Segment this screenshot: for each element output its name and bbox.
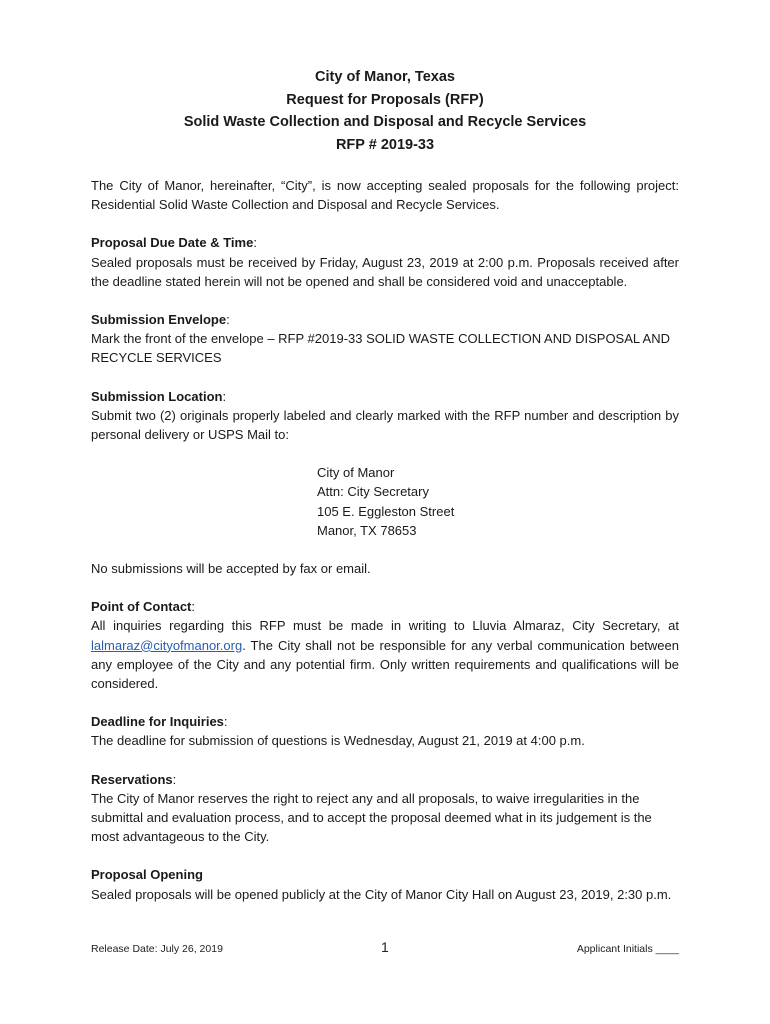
location-label: Submission Location bbox=[91, 388, 223, 404]
address-line: 105 E. Eggleston Street bbox=[317, 503, 455, 519]
document-body bbox=[91, 176, 679, 923]
header-services: Solid Waste Collection and Disposal and Recycle Services bbox=[183, 114, 587, 130]
no-fax-notice: No submissions will be accepted by fax or email. bbox=[91, 561, 371, 577]
envelope-label: Submission Envelope bbox=[91, 312, 227, 328]
inquiries-label: Deadline for Inquiries bbox=[91, 714, 224, 730]
contact-label: Point of Contact bbox=[91, 599, 192, 615]
mailing-address bbox=[317, 463, 679, 540]
document-header bbox=[0, 66, 770, 156]
header-rfp-title: Request for Proposals (RFP) bbox=[286, 91, 484, 108]
opening-text: Sealed proposals will be opened publicly at the City of Manor City Hall on August 23, 2019, 2:30 p.m. bbox=[91, 886, 672, 902]
reservations-text: The City of Manor reserves the right to reject any and all proposals, to waive irregularities in the submittal and evaluation process, and to accept the proposal deemed what in its judgement is the most advantageous to the City. bbox=[91, 790, 652, 845]
address-line: Attn: City Secretary bbox=[317, 484, 429, 500]
page-footer bbox=[91, 941, 679, 961]
contact-email-link[interactable]: lalmaraz@cityofmanor.org bbox=[91, 637, 243, 653]
envelope-section: Submission Envelope: Mark the front of the envelope – RFP #2019-33 SOLID WASTE COLLECTION AND DISPOSAL AND RECYCLE SERVICES bbox=[91, 310, 679, 368]
reservations-label: Reservations bbox=[91, 771, 173, 787]
intro-paragraph: The City of Manor, hereinafter, “City”, is now accepting sealed proposals for the following project: Residential Solid Waste Collection and Disposal and Recycle Services. bbox=[91, 178, 679, 213]
address-line: City of Manor bbox=[317, 465, 395, 481]
opening-label: Proposal Opening bbox=[91, 867, 203, 883]
due-date-label: Proposal Due Date & Time bbox=[91, 235, 254, 251]
header-rfp-number: RFP # 2019-33 bbox=[335, 136, 435, 153]
header-city: City of Manor, Texas bbox=[315, 69, 455, 85]
location-section: Submission Location: Submit two (2) originals properly labeled and clearly marked with the RFP number and description by personal delivery or USPS Mail to: bbox=[91, 387, 679, 445]
contact-section: Point of Contact: All inquiries regarding this RFP must be made in writing to Lluvia Almaraz, City Secretary, at lalmaraz@cityofmanor.org. The City shall not be responsible for any verbal communication between any employee of the City and any potential firm. Only written requirements and qualifications will be considered. bbox=[91, 597, 679, 693]
due-date-section: Proposal Due Date & Time: Sealed proposals must be received by Friday, August 23, 2019 at 2:00 p.m. Proposals received after the deadline stated herein will not be opened and shall be considered void and unacceptable. bbox=[91, 233, 679, 291]
page-number: 1 bbox=[381, 939, 389, 955]
applicant-initials: Applicant Initials ____ bbox=[576, 943, 679, 955]
inquiries-section: Deadline for Inquiries: The deadline for submission of questions is Wednesday, August 21, 2019 at 4:00 p.m. bbox=[91, 712, 679, 750]
due-date-text: Sealed proposals must be received by Friday, August 23, 2019 at 2:00 p.m. Proposals received after the deadline stated herein will not be opened and shall be considered void and unacceptable. bbox=[91, 254, 679, 289]
inquiries-text: The deadline for submission of questions is Wednesday, August 21, 2019 at 4:00 p.m. bbox=[91, 733, 585, 749]
opening-section bbox=[91, 865, 679, 903]
contact-text-before: All inquiries regarding this RFP must be made in writing to Lluvia Almaraz, City Secretary, at bbox=[91, 618, 679, 634]
address-line: Manor, TX 78653 bbox=[317, 522, 417, 538]
release-date: Release Date: July 26, 2019 bbox=[91, 943, 223, 955]
contact-text-after: . The City shall not be responsible for any verbal communication between any employee of the City and any potential firm. Only written requirements and qualifications will be considered. bbox=[91, 637, 679, 692]
contact-text bbox=[91, 616, 679, 693]
reservations-section: Reservations: The City of Manor reserves the right to reject any and all proposals, to waive irregularities in the submittal and evaluation process, and to accept the proposal deemed what in its judgement is the most advantageous to the City. bbox=[91, 770, 679, 847]
envelope-text: Mark the front of the envelope – RFP #2019-33 SOLID WASTE COLLECTION AND DISPOSAL AND RECYCLE SERVICES bbox=[91, 331, 670, 366]
location-text: Submit two (2) originals properly labeled and clearly marked with the RFP number and description by personal delivery or USPS Mail to: bbox=[91, 407, 679, 443]
